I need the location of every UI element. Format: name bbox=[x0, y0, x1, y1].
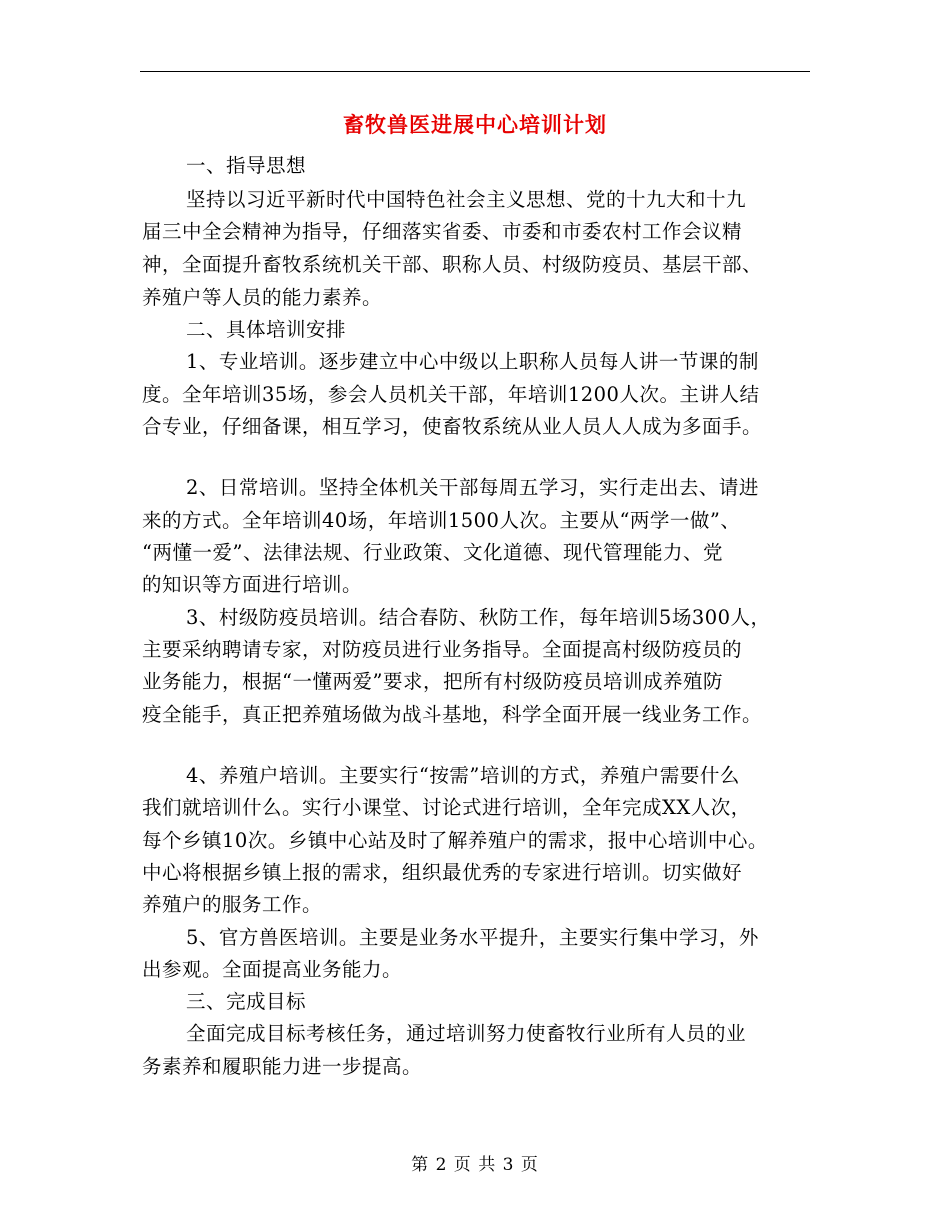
paragraph-line: 务素养和履职能力进一步提高。 bbox=[142, 1055, 423, 1078]
paragraph-line: 来的方式。全年培训40场，年培训1500人次。主要从“两学一做”、 bbox=[142, 509, 741, 532]
paragraph-line: 2、日常培训。坚持全体机关干部每周五学习，实行走出去、请进 bbox=[186, 476, 759, 499]
document-title: 畜牧兽医进展中心培训计划 bbox=[343, 112, 607, 137]
paragraph-line: 度。全年培训35场，参会人员机关干部，年培训1200人次。主讲人结 bbox=[142, 383, 760, 406]
paragraph-line: 1、专业培训。逐步建立中心中级以上职称人员每人讲一节课的制 bbox=[186, 350, 759, 373]
section-heading-guiding-thought: 一、指导思想 bbox=[186, 154, 307, 177]
paragraph-line: 主要采纳聘请专家，对防疫员进行业务指导。全面提高村级防疫员的 bbox=[142, 638, 743, 661]
paragraph-line: 业务能力，根据“一懂两爱”要求，把所有村级防疫员培训成养殖防 bbox=[142, 670, 723, 693]
paragraph-line: 出参观。全面提高业务能力。 bbox=[142, 958, 403, 981]
paragraph-line: 4、养殖户培训。主要实行“按需”培训的方式，养殖户需要什么 bbox=[186, 764, 740, 787]
paragraph-line: 养殖户的服务工作。 bbox=[142, 893, 323, 916]
header-rule bbox=[140, 71, 810, 72]
paragraph-line: 3、村级防疫员培训。结合春防、秋防工作，每年培训5场300人， bbox=[186, 606, 771, 629]
paragraph-line: 5、官方兽医培训。主要是业务水平提升，主要实行集中学习，外 bbox=[186, 926, 759, 949]
paragraph-line: 坚持以习近平新时代中国特色社会主义思想、党的十九大和十九 bbox=[186, 188, 747, 211]
section-heading-training-arrangements: 二、具体培训安排 bbox=[186, 318, 347, 341]
paragraph-line: 我们就培训什么。实行小课堂、讨论式进行培训，全年完成XX人次， bbox=[142, 796, 751, 819]
paragraph-line: 疫全能手，真正把养殖场做为战斗基地，科学全面开展一线业务工作。 bbox=[142, 703, 763, 726]
page-number: 第 2 页 共 3 页 bbox=[411, 1155, 539, 1175]
paragraph-line: 养殖户等人员的能力素养。 bbox=[142, 286, 383, 309]
section-heading-completion-goals: 三、完成目标 bbox=[186, 990, 307, 1013]
paragraph-line: 届三中全会精神为指导，仔细落实省委、市委和市委农村工作会议精 bbox=[142, 220, 743, 243]
paragraph-line: “两懂一爱”、法律法规、行业政策、文化道德、现代管理能力、党 bbox=[142, 541, 723, 564]
paragraph-line: 合专业，仔细备课，相互学习，使畜牧系统从业人员人人成为多面手。 bbox=[142, 415, 763, 438]
paragraph-line: 神，全面提升畜牧系统机关干部、职称人员、村级防疫员、基层干部、 bbox=[142, 253, 763, 276]
paragraph-line: 全面完成目标考核任务，通过培训努力使畜牧行业所有人员的业 bbox=[186, 1022, 747, 1045]
paragraph-line: 中心将根据乡镇上报的需求，组织最优秀的专家进行培训。切实做好 bbox=[142, 861, 743, 884]
paragraph-line: 每个乡镇10次。乡镇中心站及时了解养殖户的需求，报中心培训中心。 bbox=[142, 829, 768, 852]
paragraph-line: 的知识等方面进行培训。 bbox=[142, 573, 363, 596]
